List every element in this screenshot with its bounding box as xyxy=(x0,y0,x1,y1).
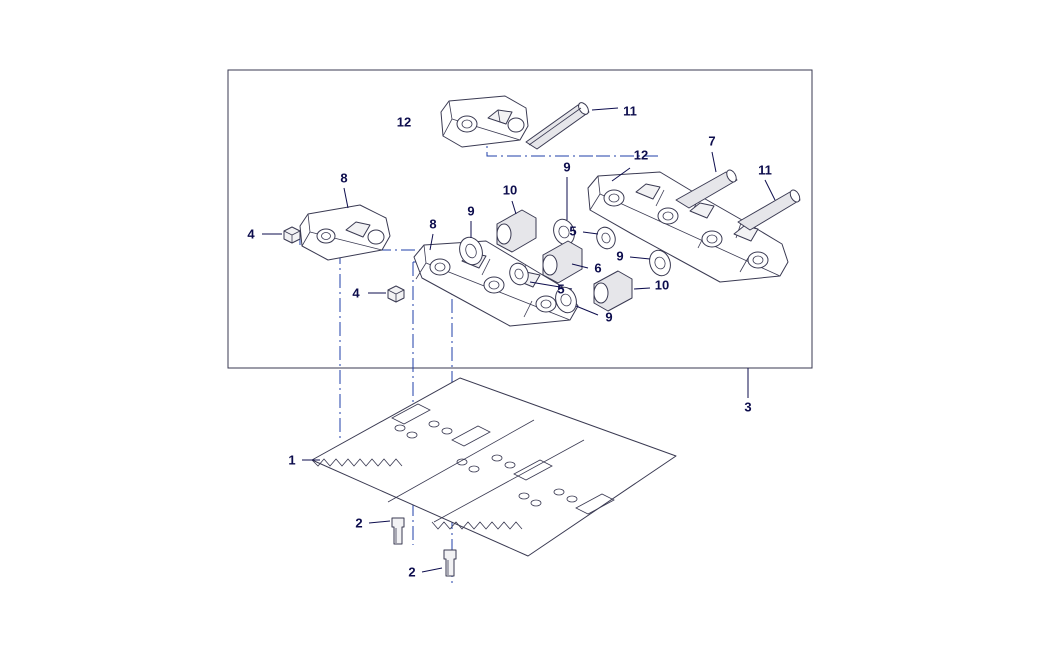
callout-10-lower-sleeve: 10 xyxy=(654,277,670,293)
sleeve-10-lower xyxy=(594,271,650,311)
nut-4-upper xyxy=(262,227,300,243)
sleeve-10-upper xyxy=(497,201,536,252)
callout-7-pin: 7 xyxy=(708,133,716,149)
callout-8-lower-master-link: 8 xyxy=(429,216,437,232)
callout-9-right-ring: 9 xyxy=(616,248,624,264)
callout-5-lower-seal: 5 xyxy=(557,281,565,297)
callout-4-upper-nut: 4 xyxy=(247,226,255,242)
top-link-12 xyxy=(441,96,528,147)
master-link-8-upper xyxy=(300,188,390,260)
callout-6-bushing: 6 xyxy=(594,260,602,276)
callout-2-bolt-right: 2 xyxy=(408,564,416,580)
callout-4-lower-nut: 4 xyxy=(352,285,360,301)
callout-11-right-pin: 11 xyxy=(758,162,772,178)
callout-3-chain-assembly: 3 xyxy=(744,399,752,415)
track-bolt-2-left xyxy=(369,518,404,544)
callout-9-lower-ring: 9 xyxy=(605,309,613,325)
callout-11-top-pin: 11 xyxy=(623,103,637,119)
seal-5-upper xyxy=(583,225,618,252)
bushing-6 xyxy=(543,241,588,283)
callout-8-upper-master-link: 8 xyxy=(340,170,348,186)
callout-12-top-link: 12 xyxy=(396,114,412,130)
master-pin-11-top xyxy=(526,101,618,149)
callout-9-mid-ring: 9 xyxy=(563,159,571,175)
master-pin-11-right xyxy=(738,180,802,230)
callout-5-upper-seal: 5 xyxy=(569,223,577,239)
track-bolt-2-right xyxy=(422,550,456,576)
callout-12-right-link: 12 xyxy=(633,147,649,163)
callout-9-upper-ring: 9 xyxy=(467,203,475,219)
nut-4-lower xyxy=(368,286,404,302)
callout-2-bolt-left: 2 xyxy=(355,515,363,531)
callout-1-track-shoe: 1 xyxy=(288,452,296,468)
callout-10-upper-sleeve: 10 xyxy=(502,182,518,198)
